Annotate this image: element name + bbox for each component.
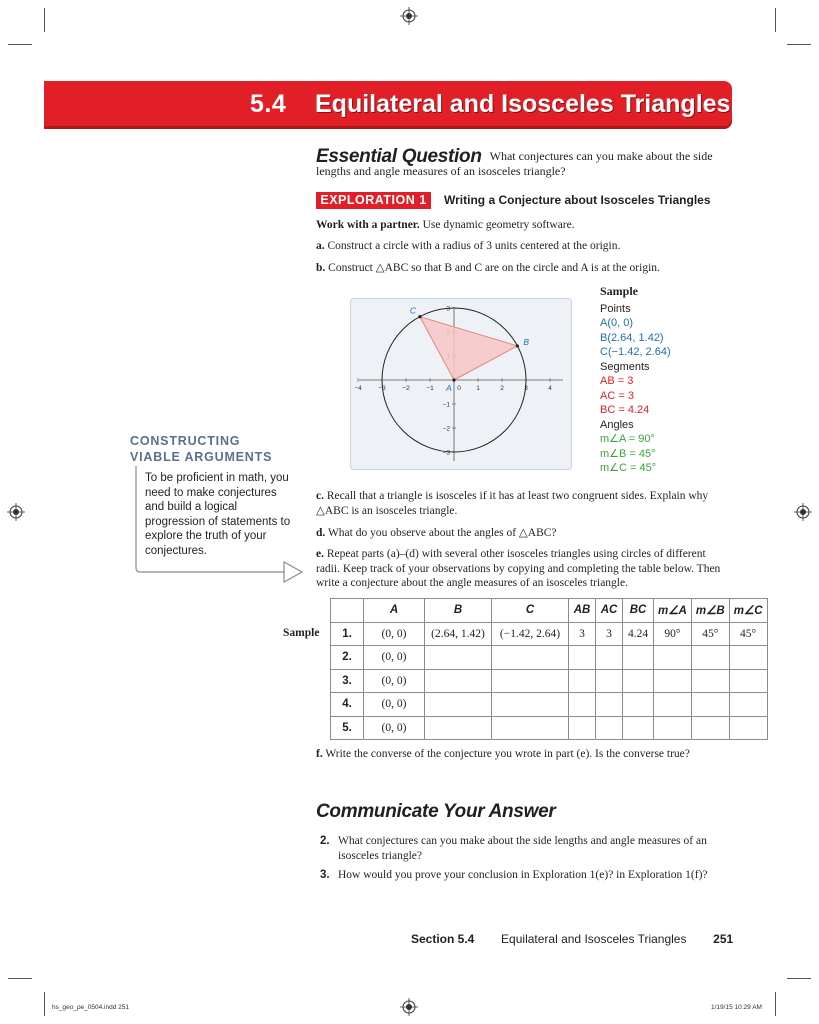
- table-cell: [569, 716, 596, 740]
- footer-file: hs_geo_pe_0504.indd 251: [52, 1004, 129, 1011]
- table-row: [331, 716, 768, 740]
- table-cell: (0, 0): [364, 646, 425, 670]
- table-cell: [596, 716, 623, 740]
- y-tick-label: −3: [442, 449, 450, 457]
- point-marker: [452, 378, 455, 381]
- table-cell: [654, 669, 692, 693]
- table-cell: (0, 0): [364, 622, 425, 646]
- part-c-label: c.: [316, 490, 324, 502]
- triangle-abc: [420, 317, 517, 380]
- table-cell: 45°: [691, 622, 729, 646]
- segments-label: Segments: [600, 360, 650, 373]
- table-cell: [425, 693, 492, 717]
- question-3-label: 3.: [320, 869, 330, 881]
- exploration-title: Writing a Conjecture about Isosceles Triangles: [444, 193, 711, 207]
- table-cell: [654, 693, 692, 717]
- side-note-text: To be proficient in math, you need to make conjectures and build a logical progression of statements to explore the truth of your conjectures.: [145, 472, 291, 557]
- table-row: [331, 669, 768, 693]
- footer-section-label: Section 5.4: [411, 932, 475, 946]
- page-footer: [411, 932, 733, 946]
- table-cell: (−1.42, 2.64): [492, 622, 569, 646]
- section-number: 5.4: [250, 90, 287, 118]
- table-row: [331, 693, 768, 717]
- y-tick-label: 3: [446, 305, 450, 313]
- angles-label: Angles: [600, 418, 634, 431]
- part-a: [316, 239, 731, 254]
- angle-a: m∠A = 90°: [600, 433, 655, 445]
- side-note-heading: [130, 433, 272, 465]
- table-cell: [623, 669, 654, 693]
- table-cell: [691, 716, 729, 740]
- row-number: 5.: [331, 716, 364, 740]
- part-f: [316, 747, 731, 762]
- sample-measurements: [600, 284, 730, 476]
- table-cell: [729, 646, 767, 670]
- crop-mark: [44, 8, 45, 32]
- crop-mark: [775, 992, 776, 1016]
- table-cell: [691, 646, 729, 670]
- side-note-heading-line1: CONSTRUCTING: [130, 434, 241, 448]
- table-row: [331, 622, 768, 646]
- x-tick-label: −4: [354, 385, 362, 392]
- sample-row-label: Sample: [283, 627, 320, 639]
- table-cell: [492, 646, 569, 670]
- geometry-graph: [350, 298, 572, 470]
- points-label: Points: [600, 302, 631, 315]
- question-2-label: 2.: [320, 835, 330, 847]
- part-a-label: a.: [316, 240, 325, 252]
- point-c: C(−1.42, 2.64): [600, 346, 671, 358]
- part-b-text: Construct △ABC so that B and C are on the circle and A is at the origin.: [328, 262, 660, 274]
- table-row: [331, 646, 768, 670]
- part-f-text: Write the converse of the conjecture you wrote in part (e). Is the converse true?: [325, 748, 690, 760]
- segment-bc: BC = 4.24: [600, 404, 650, 416]
- crop-mark: [8, 978, 32, 979]
- y-tick-label: −1: [442, 401, 450, 409]
- table-cell: (0, 0): [364, 669, 425, 693]
- footer-section-title: Equilateral and Isosceles Triangles: [501, 932, 687, 946]
- observation-table: [330, 598, 768, 740]
- part-e: [316, 547, 731, 591]
- table-cell: [425, 669, 492, 693]
- communicate-heading: Communicate Your Answer: [316, 801, 556, 822]
- part-b-label: b.: [316, 262, 326, 274]
- crop-mark: [44, 992, 45, 1016]
- table-cell: [596, 693, 623, 717]
- table-cell: [654, 716, 692, 740]
- table-cell: [623, 716, 654, 740]
- table-cell: [492, 693, 569, 717]
- x-tick-label: 0: [457, 385, 461, 392]
- table-cell: [596, 646, 623, 670]
- crop-mark: [787, 44, 811, 45]
- angle-b: m∠B = 45°: [600, 447, 656, 460]
- table-header: m∠A: [654, 599, 692, 623]
- table-header: B: [425, 599, 492, 623]
- table-cell: [425, 646, 492, 670]
- table-header: A: [364, 599, 425, 623]
- table-header: C: [492, 599, 569, 623]
- table-cell: [691, 693, 729, 717]
- y-tick-label: −2: [442, 425, 450, 433]
- table-header: m∠C: [729, 599, 767, 623]
- table-cell: [729, 693, 767, 717]
- row-number: 1.: [331, 622, 364, 646]
- table-cell: 4.24: [623, 622, 654, 646]
- question-3: [320, 868, 720, 883]
- x-tick-label: 1: [476, 385, 480, 392]
- table-cell: 45°: [729, 622, 767, 646]
- essential-question: [316, 147, 731, 179]
- part-b: [316, 261, 731, 276]
- exploration-badge: EXPLORATION 1: [316, 192, 431, 209]
- table-cell: [569, 693, 596, 717]
- x-tick-label: 4: [548, 385, 552, 392]
- table-cell: [492, 669, 569, 693]
- page-number: 251: [713, 932, 734, 946]
- table-header: [331, 599, 364, 623]
- table-cell: (2.64, 1.42): [425, 622, 492, 646]
- sample-heading: Sample: [600, 284, 639, 298]
- table-cell: 3: [569, 622, 596, 646]
- row-number: 2.: [331, 646, 364, 670]
- x-tick-label: −1: [426, 385, 434, 392]
- table-header: AB: [569, 599, 596, 623]
- point-marker: [516, 344, 519, 347]
- part-e-label: e.: [316, 548, 324, 560]
- point-label: B: [523, 336, 530, 347]
- table-cell: (0, 0): [364, 693, 425, 717]
- registration-mark-icon: [400, 7, 418, 25]
- intro-bold: Work with a partner.: [316, 219, 420, 231]
- question-2: [320, 834, 738, 863]
- table-cell: [623, 646, 654, 670]
- table-cell: [691, 669, 729, 693]
- row-number: 3.: [331, 669, 364, 693]
- table-cell: [729, 716, 767, 740]
- table-cell: 3: [596, 622, 623, 646]
- point-marker: [418, 315, 421, 318]
- row-number: 4.: [331, 693, 364, 717]
- table-header: AC: [596, 599, 623, 623]
- angle-c: m∠C = 45°: [600, 462, 657, 474]
- table-header-row: [331, 599, 768, 623]
- point-label: C: [409, 305, 417, 316]
- x-tick-label: 3: [524, 385, 528, 392]
- table-header: m∠B: [691, 599, 729, 623]
- segment-ab: AB = 3: [600, 375, 634, 387]
- question-2-text: What conjectures can you make about the side lengths and angle measures of an isosceles triangle?: [338, 835, 707, 862]
- part-a-text: Construct a circle with a radius of 3 units centered at the origin.: [327, 240, 621, 252]
- table-cell: [729, 669, 767, 693]
- part-e-text: Repeat parts (a)–(d) with several other isosceles triangles using circles of different radii. Keep track of your observations by copying and completing the table below. Then write a conjecture about the angle measures of an isosceles triangle.: [316, 548, 721, 589]
- table-cell: [492, 716, 569, 740]
- x-tick-label: −2: [402, 385, 410, 392]
- table-cell: [654, 646, 692, 670]
- part-d: [316, 526, 731, 541]
- table-cell: [425, 716, 492, 740]
- point-b: B(2.64, 1.42): [600, 331, 664, 344]
- registration-mark-icon: [7, 503, 25, 521]
- essential-question-heading: Essential Question: [316, 146, 482, 167]
- point-label: A: [446, 383, 452, 393]
- point-a: A(0, 0): [600, 317, 634, 329]
- graph-canvas: [351, 299, 571, 469]
- part-c: [316, 489, 731, 518]
- footer-date: 1/19/15 10:29 AM: [711, 1004, 762, 1011]
- crop-mark: [775, 8, 776, 32]
- table-cell: [569, 669, 596, 693]
- table-cell: [596, 669, 623, 693]
- registration-mark-icon: [400, 998, 418, 1016]
- table-cell: [569, 646, 596, 670]
- x-tick-label: −3: [378, 385, 386, 392]
- part-c-text: Recall that a triangle is isosceles if it has at least two congruent sides. Explain why △ABC is an isosceles triangle.: [316, 490, 709, 517]
- crop-mark: [787, 978, 811, 979]
- intro-rest: Use dynamic geometry software.: [422, 219, 575, 231]
- x-tick-label: 2: [500, 385, 504, 392]
- table-header: BC: [623, 599, 654, 623]
- essential-question-text: What conjectures can you make about the side lengths and angle measures of an isosceles triangle?: [316, 149, 713, 178]
- part-d-text: What do you observe about the angles of △ABC?: [327, 527, 557, 539]
- part-d-label: d.: [316, 527, 326, 539]
- section-title: Equilateral and Isosceles Triangles: [315, 90, 731, 118]
- crop-mark: [8, 44, 32, 45]
- side-note-heading-line2: VIABLE ARGUMENTS: [130, 450, 273, 464]
- registration-mark-icon: [794, 503, 812, 521]
- table-cell: [623, 693, 654, 717]
- part-f-label: f.: [316, 748, 323, 760]
- exploration-intro: [316, 218, 731, 233]
- table-cell: (0, 0): [364, 716, 425, 740]
- table-cell: 90°: [654, 622, 692, 646]
- question-3-text: How would you prove your conclusion in Exploration 1(e)? in Exploration 1(f)?: [338, 869, 708, 881]
- segment-ac: AC = 3: [600, 389, 634, 402]
